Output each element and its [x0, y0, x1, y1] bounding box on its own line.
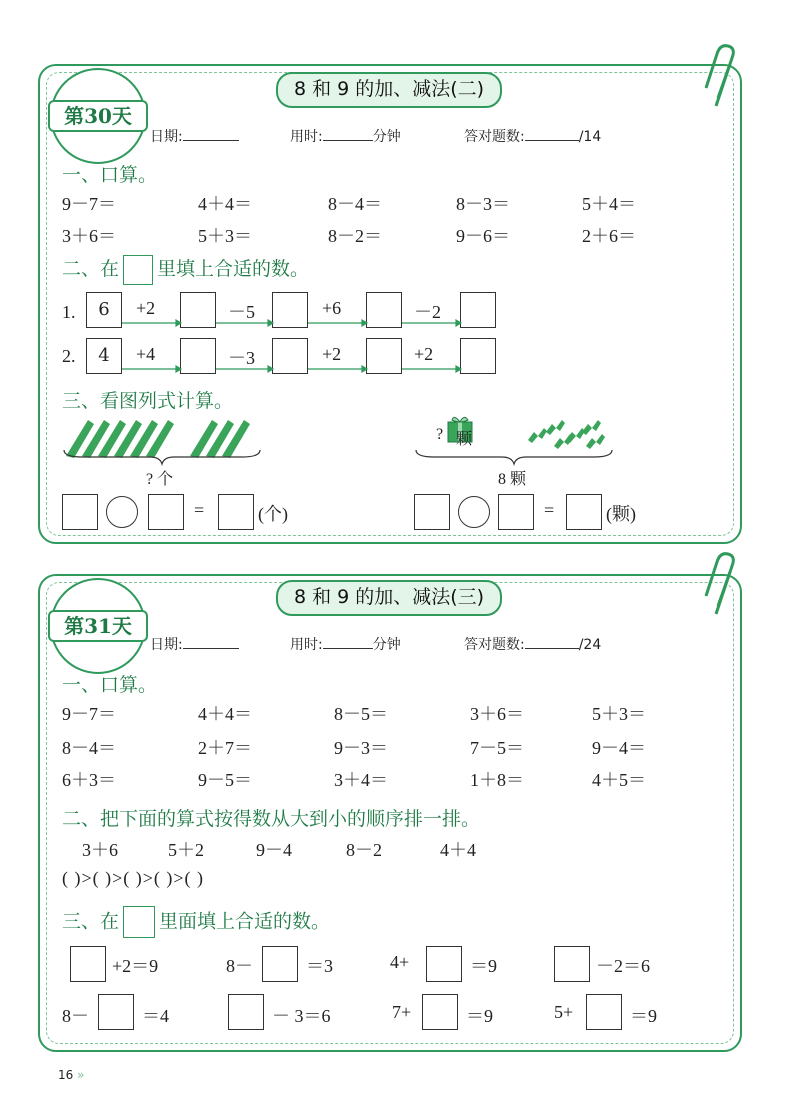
brace [62, 448, 262, 466]
fill-text: － 3＝6 [272, 1006, 331, 1026]
fill-text: 8－ [226, 956, 253, 976]
equation: 8－2＝ [328, 226, 382, 246]
day31-title: 8 和 9 的加、减法(三) [276, 580, 502, 616]
answer-box[interactable] [414, 494, 450, 530]
day31-badge-label: 第31天 [48, 610, 148, 642]
fill-text: －2＝6 [596, 956, 650, 976]
equation: 5＋3＝ [592, 704, 646, 724]
fill-text: ＝3 [306, 956, 333, 976]
expression: 9－4 [256, 840, 292, 860]
equals-sign: = [194, 500, 205, 520]
fill-text: ＝9 [470, 956, 497, 976]
fill-text: ＝4 [142, 1006, 169, 1026]
answer-box[interactable] [228, 994, 264, 1030]
equation: 3＋6＝ [62, 226, 116, 246]
paperclip-icon [700, 550, 736, 620]
chain-op: +4 [136, 344, 156, 364]
candies-picture [524, 414, 608, 450]
day30-section1-heading: 一、口算。 [62, 164, 158, 186]
chain-arrows [0, 0, 800, 400]
equation: 4＋5＝ [592, 770, 646, 790]
answer-box[interactable] [498, 494, 534, 530]
equation: 9－4＝ [592, 738, 646, 758]
equation: 4＋4＝ [198, 194, 252, 214]
equation: 9－5＝ [198, 770, 252, 790]
fill-text: 7+ [392, 1002, 412, 1022]
equation: 2＋6＝ [582, 226, 636, 246]
chain2-label: 2. [62, 346, 76, 366]
day30-date: 日期: [150, 126, 239, 146]
answer-box[interactable] [62, 494, 98, 530]
brace [414, 448, 614, 466]
answer-box[interactable] [262, 946, 298, 982]
equation: 4＋4＝ [198, 704, 252, 724]
answer-box[interactable] [218, 494, 254, 530]
day30-section2-heading: 二、在 里填上合适的数。 [62, 254, 309, 285]
day31-badge [50, 578, 146, 674]
answer-box[interactable] [586, 994, 622, 1030]
day30-badge-label: 第30天 [48, 100, 148, 132]
time-blank[interactable] [323, 634, 373, 649]
expression: 5＋2 [168, 840, 204, 860]
score-blank[interactable] [525, 634, 579, 649]
equation: 3＋4＝ [334, 770, 388, 790]
chain-op: +6 [322, 298, 342, 318]
chain1-label: 1. [62, 302, 76, 322]
fill-text: 4+ [390, 952, 410, 972]
pic2-unit: 颗 [456, 431, 473, 448]
day31-time: 用时: 分钟 [290, 634, 401, 654]
equation: 9－6＝ [456, 226, 510, 246]
equation: 9－7＝ [62, 194, 116, 214]
page-number: 16 » [58, 1068, 85, 1082]
day31-section3-heading: 三、在 里面填上合适的数。 [62, 906, 330, 938]
answer-box[interactable] [566, 494, 602, 530]
equation: 2＋7＝ [198, 738, 252, 758]
chain-op: －5 [228, 302, 255, 322]
pic2-question: ? [436, 426, 444, 443]
chain2-start-box: 4 [86, 338, 122, 374]
day30-time: 用时: 分钟 [290, 126, 401, 146]
operator-circle[interactable] [458, 496, 490, 528]
day31-score: 答对题数: /24 [464, 634, 601, 654]
equals-sign: = [544, 500, 555, 520]
equation: 3＋6＝ [470, 704, 524, 724]
equation: 1＋8＝ [470, 770, 524, 790]
equation: 9－7＝ [62, 704, 116, 724]
answer-box[interactable] [98, 994, 134, 1030]
day30-score: 答对题数: /14 [464, 126, 601, 146]
equation: 8－5＝ [334, 704, 388, 724]
pic1-label: ? 个 [146, 471, 174, 488]
order-blanks[interactable]: ( )>( )>( )>( )>( ) [62, 868, 205, 888]
fill-text: 5+ [554, 1002, 574, 1022]
fill-text: +2＝9 [112, 956, 159, 976]
unit-label: (颗) [606, 504, 636, 524]
chain-op: －2 [414, 302, 441, 322]
expression: 8－2 [346, 840, 382, 860]
date-blank[interactable] [183, 634, 239, 649]
answer-box[interactable] [426, 946, 462, 982]
equation: 6＋3＝ [62, 770, 116, 790]
equation: 5＋4＝ [582, 194, 636, 214]
answer-box[interactable] [554, 946, 590, 982]
day31-date: 日期: [150, 634, 239, 654]
expression: 4＋4 [440, 840, 476, 860]
example-box [123, 906, 155, 938]
fill-text: ＝9 [630, 1006, 657, 1026]
chevron-right-icon: » [77, 1068, 85, 1082]
equation: 9－3＝ [334, 738, 388, 758]
answer-box[interactable] [70, 946, 106, 982]
chain-op: +2 [322, 344, 342, 364]
unit-label: (个) [258, 504, 288, 524]
equation: 8－3＝ [456, 194, 510, 214]
equation: 7－5＝ [470, 738, 524, 758]
day30-section3-heading: 三、看图列式计算。 [62, 390, 234, 412]
chain-op: －3 [228, 348, 255, 368]
day31-section2-heading: 二、把下面的算式按得数从大到小的顺序排一排。 [62, 808, 481, 830]
day30-title: 8 和 9 的加、减法(二) [276, 72, 502, 108]
pic2-total: 8 颗 [498, 471, 527, 488]
equation: 8－4＝ [328, 194, 382, 214]
fill-text: 8－ [62, 1006, 89, 1026]
equation: 5＋3＝ [198, 226, 252, 246]
equation: 8－4＝ [62, 738, 116, 758]
fill-text: ＝9 [466, 1006, 493, 1026]
chain1-start-box: 6 [86, 292, 122, 328]
chain-op: +2 [136, 298, 156, 318]
operator-circle[interactable] [106, 496, 138, 528]
answer-box[interactable] [422, 994, 458, 1030]
day31-section1-heading: 一、口算。 [62, 674, 158, 696]
chain-op: +2 [414, 344, 434, 364]
answer-box[interactable] [148, 494, 184, 530]
expression: 3＋6 [82, 840, 118, 860]
